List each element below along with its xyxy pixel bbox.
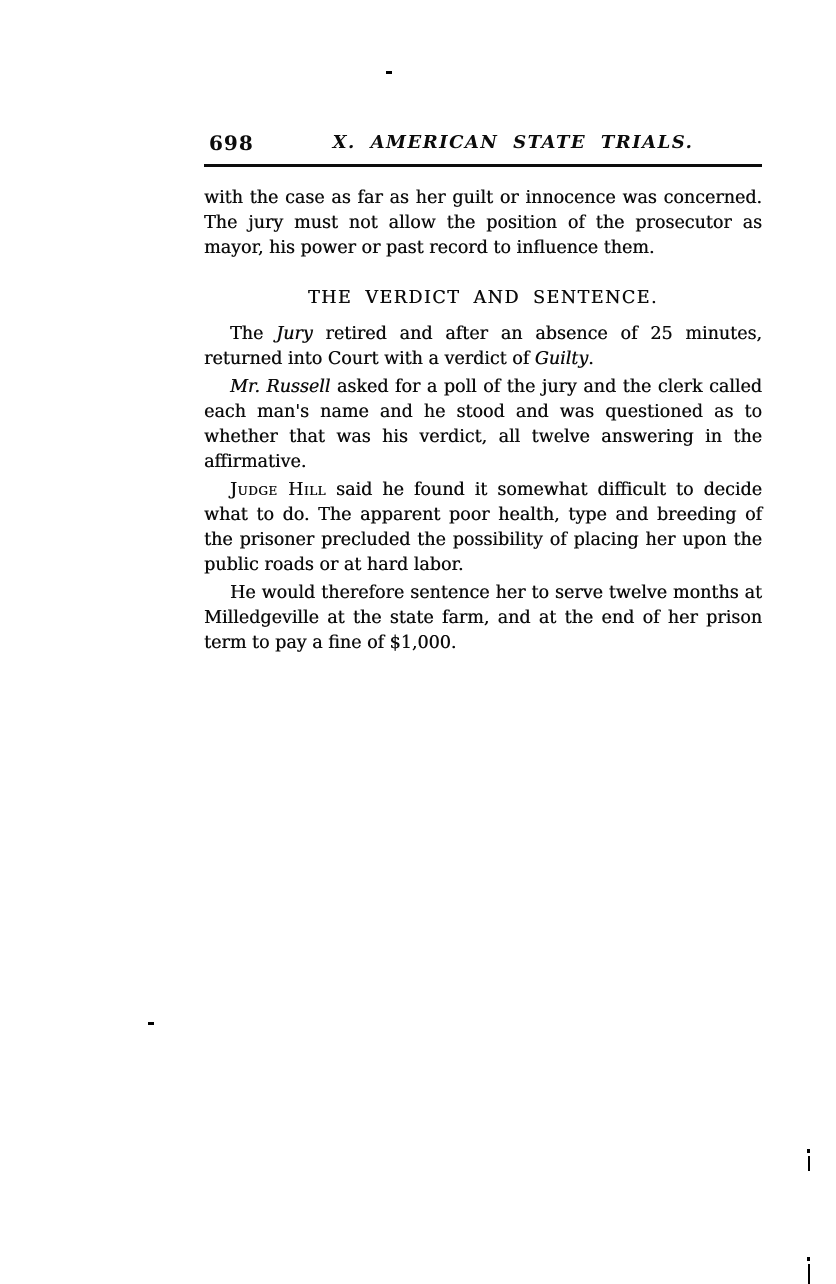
- text-column: [204, 131, 762, 659]
- text-segment: Jury: [276, 324, 313, 344]
- header-rule: [204, 164, 762, 167]
- section-heading: THE VERDICT AND SENTENCE.: [307, 288, 659, 308]
- edge-mark-bar: [808, 1156, 810, 1171]
- text-segment: The: [230, 324, 277, 344]
- edge-mark-dot: [807, 1149, 810, 1153]
- page-number: 698: [209, 131, 254, 155]
- edge-mark-bar: [808, 1264, 810, 1284]
- paragraph: [204, 581, 762, 656]
- body-paragraphs-after-heading: [204, 322, 762, 656]
- text-segment: said he found it somewhat difficult to decide what to do. The apparent poor health, type and breeding of the prisoner precluded the possibility of placing her upon the public roads or at hard labor.: [204, 480, 762, 575]
- ink-speck-icon: [386, 71, 392, 74]
- text-segment: Judge Hill: [230, 480, 327, 500]
- text-segment: asked for a poll of the jury and the clerk called each man's name and he stood and was questioned as to whether that was his verdict, all twelve answering in the affirmative.: [204, 377, 762, 472]
- paragraph: [204, 478, 762, 578]
- paragraph: [204, 186, 762, 261]
- ink-speck-icon: [148, 1022, 154, 1025]
- paragraph: [204, 375, 762, 475]
- text-segment: He would therefore sentence her to serve twelve months at Milledgeville at the state farm, and at the end of her prison term to pay a fine of $1,000.: [204, 583, 762, 653]
- body-text: [204, 186, 762, 656]
- page-header: [204, 131, 762, 159]
- text-segment: Guilty: [534, 349, 589, 369]
- body-paragraphs-before-heading: [204, 186, 762, 261]
- running-title: X. AMERICAN STATE TRIALS.: [332, 132, 694, 153]
- edge-mark-dot: [807, 1257, 810, 1261]
- text-segment: .: [588, 349, 594, 369]
- text-segment: Mr. Russell: [230, 377, 331, 397]
- text-segment: retired and after an absence of 25 minutes, returned into Court with a verdict of: [204, 324, 762, 369]
- text-segment: with the case as far as her guilt or innocence was concerned. The jury must not allow the position of the prosecutor as mayor, his power or past record to influence them.: [204, 188, 762, 258]
- paragraph: [204, 322, 762, 372]
